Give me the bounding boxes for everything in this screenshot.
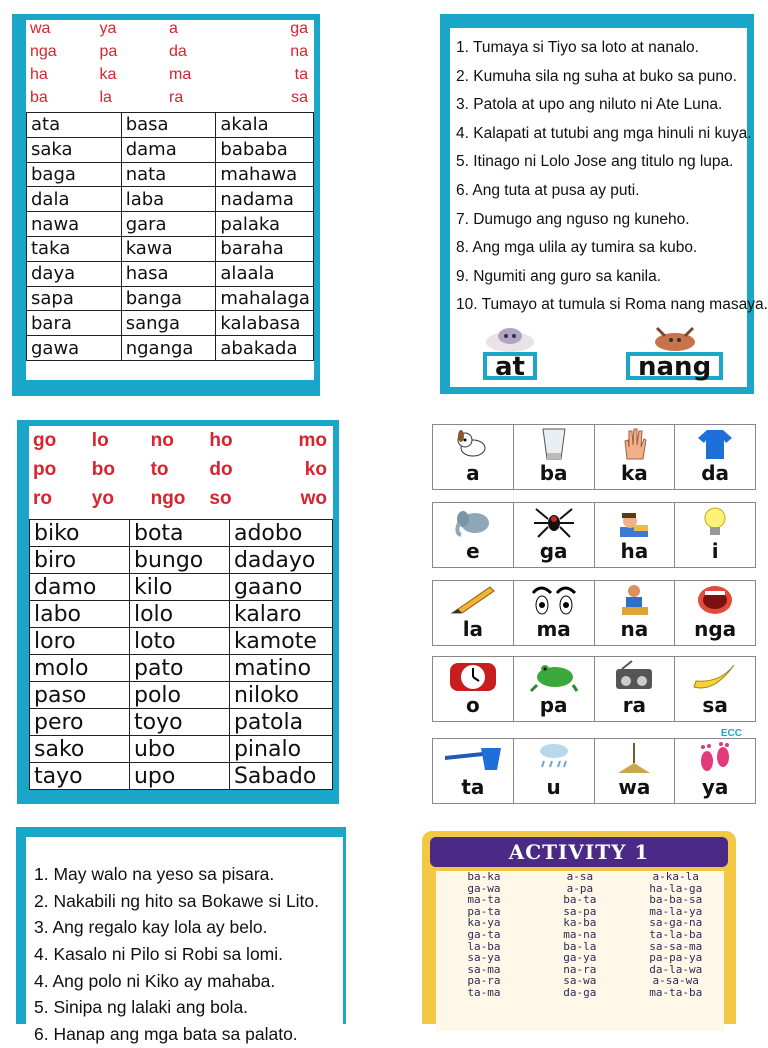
syllable-label: i [711,539,719,563]
table-row [27,286,314,311]
table-row [27,187,314,212]
syllable: ho [209,430,233,451]
picture-row [432,502,756,568]
syllable: pa [99,43,118,60]
word-cell: akala [216,113,314,138]
picture-row [432,656,756,722]
word-cell: mahalaga [216,286,314,311]
syllable-word: ka-ba [563,916,597,930]
picture-cell [433,425,514,489]
syllable: na [290,43,308,60]
syllable-word: ba-ka [467,870,501,883]
syllable: ya [99,20,117,37]
deer-icon [645,324,705,352]
light-bulb-icon [675,505,755,539]
picture-cell [595,503,676,567]
word-cell: pinalo [229,736,332,763]
syllable-word: sa-ya [467,951,501,965]
picture-cell [675,503,755,567]
picture-syllable-chart [432,424,756,806]
syllable-word: sa-pa [563,904,597,918]
syllable-word: sa-ma [467,962,501,976]
syllable-word: pa-ra [467,974,501,988]
syllable-row [29,455,333,484]
syllable: ngo [150,488,186,509]
sentence: 4. Kasalo ni Pilo si Robi sa lomi. [34,944,283,965]
mouth-icon [675,583,755,617]
syllable-word: ba-ba-sa [649,893,703,907]
word-cell: bota [129,520,229,547]
table-row [27,261,314,286]
syllable-label: ba [539,461,568,485]
worksheet-b-syllables [17,420,339,804]
word-cell: palaka [216,212,314,237]
picture-cell [514,581,595,645]
syllable-word: ka-ya [467,916,501,930]
syllable: to [150,459,169,480]
word-cell: gaano [229,574,332,601]
syllable-word: sa-ga-na [649,916,703,930]
picture-cell [595,425,676,489]
syllable-grid [26,20,314,112]
word-cell: bungo [129,547,229,574]
syllable-word: a-sa [566,870,594,883]
pencil-icon [433,583,513,617]
word-cell: sanga [121,311,216,336]
word-cell: alaala [216,261,314,286]
word-cell: paso [30,682,130,709]
word-cell: bara [27,311,122,336]
word-cell: molo [30,655,130,682]
word-cell: abakada [216,336,314,361]
syllable-word: ga-ya [563,951,597,965]
syllable: bo [91,459,116,480]
syllable-word: sa-wa [563,974,597,988]
word-cell: patola [229,709,332,736]
man-sitting-icon [595,583,675,617]
elephant-icon [433,505,513,539]
rain-cloud-icon [514,741,594,775]
word-cell: kalabasa [216,311,314,336]
word-cell: taka [27,236,122,261]
word-cell: labo [30,601,130,628]
syllable-label: ta [461,775,485,799]
activity-row [436,987,724,999]
picture-cell [514,739,595,803]
table-row [27,212,314,237]
sentence: 4. Kalapati at tutubi ang mga hinuli ni kuya. [456,124,752,142]
worksheet-sentences-o [16,827,346,1045]
table-row [30,655,333,682]
word-cell: saka [27,137,122,162]
sentence: 1. Tumaya si Tiyo sa loto at nanalo. [456,39,699,56]
syllable-label: e [466,539,480,563]
word-cell: kawa [121,236,216,261]
dipper-icon [433,741,513,775]
word-cell: mahawa [216,162,314,187]
syllable-label: ma [536,617,571,641]
word-cell: Sabado [229,763,332,790]
word-cell: bababa [216,137,314,162]
picture-row [432,424,756,490]
word-cell: loro [30,628,130,655]
picture-cell [433,581,514,645]
syllable-word: ha-la-ga [649,881,703,895]
word-cell: tayo [30,763,130,790]
word-cell: adobo [229,520,332,547]
table-row [27,311,314,336]
word-at: at [483,352,537,380]
syllable-word: ga-wa [467,881,501,895]
table-row [30,682,333,709]
syllable: do [209,459,233,480]
word-nang: nang [626,352,723,380]
syllable-word: a-pa [566,881,594,895]
picture-cell [595,657,676,721]
sentence: 6. Ang tuta at pusa ay puti. [456,181,640,199]
word-cell: baraha [216,236,314,261]
word-cell: dala [27,187,122,212]
syllable-word: da-la-wa [649,962,703,976]
activity-row [436,929,724,941]
activity-1-card [422,831,736,1024]
sentence: 1. May walo na yeso sa pisara. [34,864,275,884]
word-cell: upo [129,763,229,790]
word-cell: nadama [216,187,314,212]
word-cell: ubo [129,736,229,763]
syllable: a [169,20,178,37]
worksheet-a-syllables [12,14,320,396]
word-cell: niloko [229,682,332,709]
syllable: ra [169,89,184,106]
word-cell: baga [27,162,122,187]
sentence: 5. Sinipa ng lalaki ang bola. [34,997,249,1018]
syllable: nga [30,43,57,60]
glass-icon [514,427,594,461]
sentence: 8. Ang mga ulila ay tumira sa kubo. [456,239,698,257]
picture-cell [514,503,595,567]
syllable-label: ka [620,461,648,485]
syllable-word: ga-ta [467,927,501,941]
worksheet-sentences-at-nang [440,14,768,394]
syllable-word: la-ba [467,939,501,953]
sentence: 4. Ang polo ni Kiko ay mahaba. [34,970,276,991]
syllable-row [26,43,314,66]
word-cell: dama [121,137,216,162]
syllable-word: pa-ta [467,904,501,918]
picture-cell [675,657,755,721]
syllable: wo [300,488,327,509]
picture-cell [675,739,755,803]
word-cell: ata [27,113,122,138]
word-cell: kamote [229,628,332,655]
dog-icon [433,427,513,461]
word-card-at [480,324,540,380]
table-row [27,137,314,162]
word-table [26,112,314,361]
syllable: ha [30,66,48,83]
syllable: so [209,488,232,509]
table-row [30,520,333,547]
word-cell: biro [30,547,130,574]
table-row [30,709,333,736]
activity-title: ACTIVITY 1 [430,837,728,867]
table-row [30,547,333,574]
table-row [27,113,314,138]
word-cell: dadayo [229,547,332,574]
syllable-word: sa-sa-ma [649,939,703,953]
word-cell: nawa [27,212,122,237]
hand-icon [595,427,675,461]
table-row [30,736,333,763]
sheep-icon [480,324,540,352]
word-cell: gawa [27,336,122,361]
picture-cell [514,425,595,489]
table-row [27,336,314,361]
picture-cell [595,581,676,645]
broom-icon [595,741,675,775]
picture-cell [433,503,514,567]
syllable-label: u [546,775,561,799]
syllable-word: pa-pa-ya [649,951,703,965]
sentence: 2. Kumuha sila ng suha at buko sa puno. [456,67,737,85]
table-row [30,763,333,790]
syllable-row [26,20,314,43]
table-row [27,236,314,261]
syllable: po [33,459,57,480]
activity-row [436,952,724,964]
word-cell: matino [229,655,332,682]
syllable-word: ta-la-ba [649,927,703,941]
syllable-word: ma-ta [467,893,501,907]
syllable-word: ma-ta-ba [649,985,703,999]
picture-row [432,738,756,804]
table-row [30,574,333,601]
sentence: 9. Ngumiti ang guro sa kanila. [456,267,662,285]
word-cell: nganga [121,336,216,361]
syllable: la [99,89,112,106]
activity-syllable-grid [436,871,724,1031]
syllable-label: ha [620,539,649,563]
syllable-label: ra [622,693,647,717]
word-cell: sako [30,736,130,763]
syllable: go [33,430,57,451]
word-cell: nata [121,162,216,187]
syllable-label: a [466,461,480,485]
picture-cell [514,657,595,721]
syllable-word: ta-ma [467,985,501,999]
syllable-word: ba-ta [563,893,597,907]
clock-icon [433,659,513,693]
syllable: ta [294,66,308,83]
word-card-nang [626,324,723,380]
syllable: ga [290,20,308,37]
word-cell: gara [121,212,216,237]
word-cell: sapa [27,286,122,311]
sentence: 3. Ang regalo kay lola ay belo. [34,917,268,938]
syllable-label: na [620,617,649,641]
syllable: ma [169,66,192,83]
word-cell: loto [129,628,229,655]
credit-label: ECC [720,728,742,739]
table-row [30,601,333,628]
syllable: wa [30,20,51,37]
syllable-label: pa [539,693,568,717]
eyes-icon [514,583,594,617]
syllable-row [29,484,333,513]
spider-icon [514,505,594,539]
banana-icon [675,659,755,693]
syllable-word: ba-la [563,939,597,953]
footprints-icon [675,741,755,775]
syllable-word: da-ga [563,985,597,999]
table-row [27,162,314,187]
word-table [29,519,333,790]
syllable: no [150,430,174,451]
sentence: 10. Tumayo at tumula si Roma nang masaya. [456,296,768,314]
word-cell: kalaro [229,601,332,628]
word-cell: hasa [121,261,216,286]
picture-row [432,580,756,646]
syllable-word: a-sa-wa [652,974,699,988]
word-cell: toyo [129,709,229,736]
picture-cell [595,739,676,803]
sentence: 7. Dumugo ang nguso ng kuneho. [456,210,690,228]
syllable-label: sa [702,693,728,717]
syllable-label: da [701,461,730,485]
syllable-label: la [462,617,484,641]
syllable: yo [91,488,114,509]
word-cell: banga [121,286,216,311]
syllable: ko [304,459,327,480]
frog-icon [514,659,594,693]
picture-cell [433,657,514,721]
syllable: lo [91,430,109,451]
activity-row [436,871,724,883]
word-cell: damo [30,574,130,601]
word-cell: biko [30,520,130,547]
syllable-row [26,66,314,89]
syllable-word: ma-na [563,927,597,941]
picture-cell [433,739,514,803]
sentence-list [26,837,343,1048]
syllable-word: na-ra [563,962,597,976]
syllable-word: ma-la-ya [649,904,703,918]
sentence: 3. Patola at upo ang niluto ni Ate Luna. [456,96,723,114]
word-cell: laba [121,187,216,212]
word-cell: daya [27,261,122,286]
syllable-label: o [466,693,480,717]
table-row [30,628,333,655]
syllable-label: wa [618,775,651,799]
sentence: 2. Nakabili ng hito sa Bokawe si Lito. [34,890,320,911]
sentence: 6. Hanap ang mga bata sa palato. [34,1024,298,1045]
word-cell: kilo [129,574,229,601]
picture-cell [675,425,755,489]
sentence-list [450,28,768,320]
syllable: ka [99,66,117,83]
syllable-row [26,89,314,112]
shirt-icon [675,427,755,461]
syllable-grid [29,426,333,513]
syllable-label: nga [694,617,737,641]
word-cell: basa [121,113,216,138]
word-cell: pato [129,655,229,682]
syllable: mo [298,430,327,451]
syllable-row [29,426,333,455]
syllable: ro [33,488,52,509]
sleeping-boy-icon [595,505,675,539]
word-cell: lolo [129,601,229,628]
syllable-label: ga [539,539,568,563]
sentence: 5. Itinago ni Lolo Jose ang titulo ng lupa. [456,153,734,171]
syllable-label: ya [701,775,729,799]
word-cell: pero [30,709,130,736]
radio-icon [595,659,675,693]
word-cell: polo [129,682,229,709]
picture-cell [675,581,755,645]
syllable-word: a-ka-la [652,870,699,883]
syllable: sa [291,89,308,106]
syllable: ba [30,89,48,106]
syllable: da [169,43,187,60]
